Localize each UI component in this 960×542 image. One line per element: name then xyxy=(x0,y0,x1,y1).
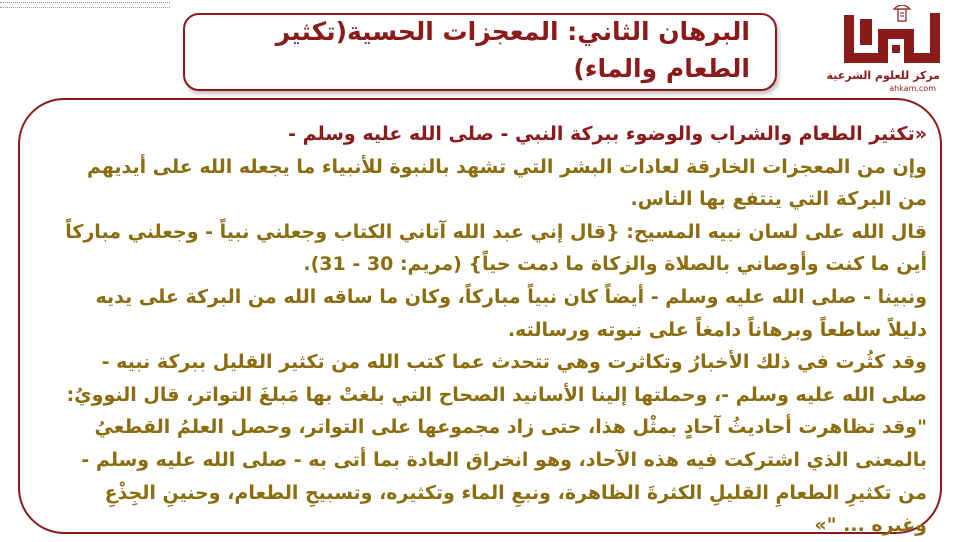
paragraph-4: وقد كثُرت في ذلك الأخبارُ وتكاثرت وهي تتحدث عما كتب الله من تكثير القليل ببركة نبيه - صلى الله عليه وسلم -، وحملتها إلينا الأسانيد الصحاح التي بلغتْ بها مَبلغَ التواتر، قال النوويُ: "وقد تظاهرت أحاديثُ آحادٍ بمثْل هذا، حتى زاد مجموعها على التواتر، وحصل العلمُ القطعيُ بالمعنى الذي اشتركت فيه هذه الآحاد، وهو انخراق العادة بما أتى به - صلى الله عليه وسلم - من تكثيرِ الطعامِ القليلِ الكثرةَ الظاهرة، ونبعِ الماء وتكثيره، وتسبيحِ الطعام، وحنينِ الجِذْعِ وغيره ... "» xyxy=(66,351,927,537)
logo-url: ahkam.com xyxy=(889,84,936,93)
paragraph-1: وإن من المعجزات الخارقة لعادات البشر التي تشهد بالنبوة للأنبياء ما يجعله الله على أيديهم من البركة التي ينتفع بها الناس. xyxy=(86,155,927,211)
logo-caption: مركز للعلوم الشرعية xyxy=(826,69,940,82)
content-body xyxy=(55,118,927,542)
top-decorative-rule xyxy=(0,2,170,8)
ahkam-logo-mark xyxy=(838,5,946,67)
paragraph-2: قال الله على لسان نبيه المسيح: {قال إني عبد الله آتاني الكتاب وجعلني نبياً - وجعلني مباركاً أين ما كنت وأوصاني بالصلاة والزكاة ما دمت حياً} (مريم: 30 - 31). xyxy=(65,220,927,276)
paragraph-3: ونبينا - صلى الله عليه وسلم - أيضاً كان نبياً مباركاً، وكان ما ساقه الله من البركة على يديه دليلاً ساطعاً وبرهاناً دامغاً على نبوته ورسالته. xyxy=(95,285,927,341)
ahkam-logo xyxy=(826,5,946,95)
slide-title: البرهان الثاني: المعجزات الحسية(تكثير الطعام والماء) xyxy=(275,17,750,83)
content-lead: «تكثير الطعام والشراب والوضوء ببركة النبي - صلى الله عليه وسلم - xyxy=(288,123,927,145)
